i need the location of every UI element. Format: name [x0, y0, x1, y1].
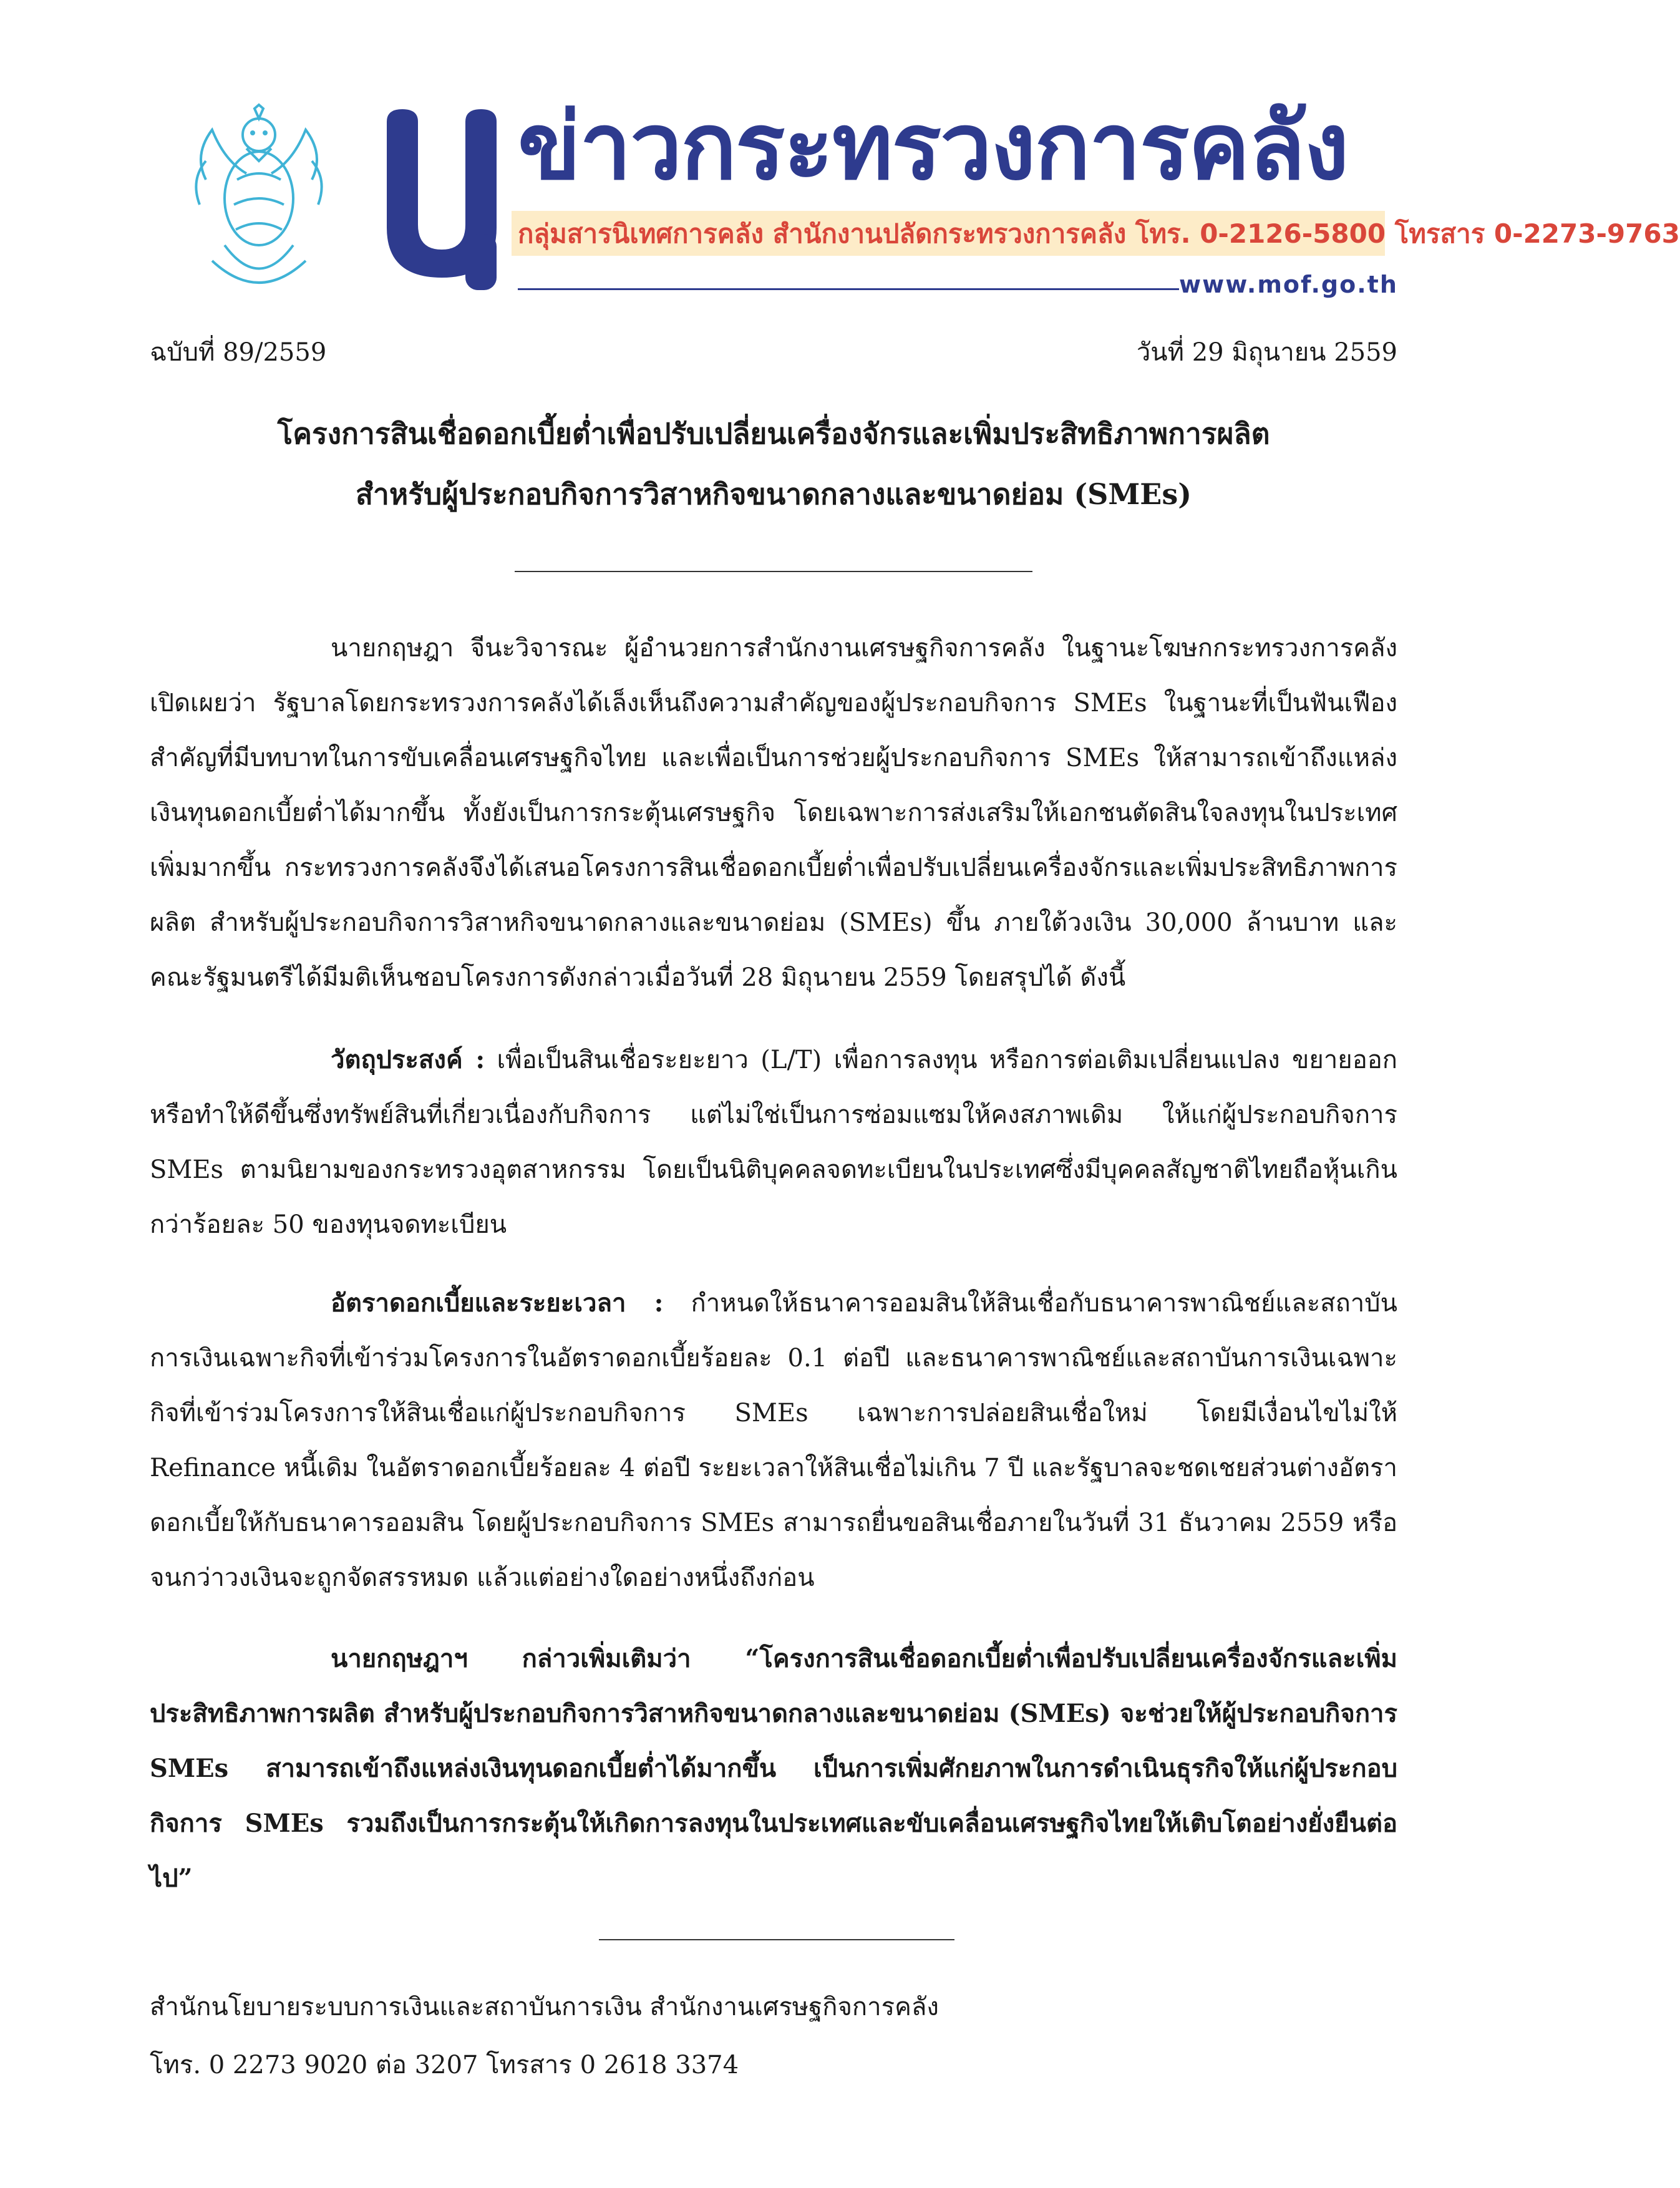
masthead-logo-icon [374, 109, 508, 290]
footer-contact: โทร. 0 2273 9020 ต่อ 3207 โทรสาร 0 2618 3374 [150, 2051, 739, 2079]
website-link[interactable]: www.mof.go.th [1179, 271, 1398, 298]
paragraph-quote: นายกฤษฎาฯ กล่าวเพิ่มเติมว่า “โครงการสินเชื่อดอกเบี้ยต่ำเพื่อปรับเปลี่ยนเครื่องจักรและเพิ่มประสิทธิภาพการผลิต สำหรับผู้ประกอบกิจการวิสาหกิจขนาดกลางและขนาดย่อม (SMEs) จะช่วยให้ผู้ประกอบกิจการ SMEs สามารถเข้าถึงแหล่งเงินทุนดอกเบี้ยต่ำได้มากขึ้น เป็นการเพิ่มศักยภาพในการดำเนินธุรกิจให้แก่ผู้ประกอบกิจการ SMEs รวมถึงเป็นการกระตุ้นให้เกิดการลงทุนในประเทศและขับเคลื่อนเศรษฐกิจไทยให้เติบโตอย่างยั่งยืนต่อไป” [150, 1644, 1397, 1893]
footer-office: สำนักนโยบายระบบการเงินและสถาบันการเงิน สำนักงานเศรษฐกิจการคลัง [150, 1993, 939, 2021]
paragraph-intro: นายกฤษฎา จีนะวิจารณะ ผู้อำนวยการสำนักงานเศรษฐกิจการคลัง ในฐานะโฆษกกระทรวงการคลัง เปิดเผยว่า รัฐบาลโดยกระทรวงการคลังได้เล็งเห็นถึงความสำคัญของผู้ประกอบกิจการ SMEs ในฐานะที่เป็นฟันเฟืองสำคัญที่มีบทบาทในการขับเคลื่อนเศรษฐกิจไทย และเพื่อเป็นการช่วยผู้ประกอบกิจการ SMEs ให้สามารถเข้าถึงแหล่งเงินทุนดอกเบี้ยต่ำได้มากขึ้น ทั้งยังเป็นการกระตุ้นเศรษฐกิจ โดยเฉพาะการส่งเสริมให้เอกชนตัดสินใจลงทุนในประเทศเพิ่มมากขึ้น กระทรวงการคลังจึงได้เสนอโครงการสินเชื่อดอกเบี้ยต่ำเพื่อปรับเปลี่ยนเครื่องจักรและเพิ่มประสิทธิภาพการผลิต สำหรับผู้ประกอบกิจการวิสาหกิจขนาดกลางและขนาดย่อม (SMEs) ขึ้น ภายใต้วงเงิน 30,000 ล้านบาท และคณะรัฐมนตรีได้มีมติเห็นชอบโครงการดังกล่าวเมื่อวันที่ 28 มิถุนายน 2559 โดยสรุปได้ ดังนี้ [150, 634, 1397, 992]
garuda-emblem-icon [187, 105, 331, 292]
objective-text: เพื่อเป็นสินเชื่อระยะยาว (L/T) เพื่อการลงทุน หรือการต่อเติมเปลี่ยนแปลง ขยายออก หรือทำให้ดีขึ้นซึ่งทรัพย์สินที่เกี่ยวเนื่องกับกิจการ แต่ไม่ใช่เป็นการซ่อมแซมให้คงสภาพเดิม ให้แก่ผู้ประกอบกิจการ SMEs ตามนิยามของกระทรวงอุตสาหกรรม โดยเป็นนิติบุคคลจดทะเบียนในประเทศซึ่งมีบุคคลสัญชาติไทยถือหุ้นเกินกว่าร้อยละ 50 ของทุนจดทะเบียน [150, 1046, 1398, 1239]
page-title-line-2: สำหรับผู้ประกอบกิจการวิสาหกิจขนาดกลางและขนาดย่อม (SMEs) [355, 477, 1192, 511]
issue-date: วันที่ 29 มิถุนายน 2559 [1136, 338, 1397, 367]
paragraph-objective [150, 1033, 1397, 1252]
paragraph-interest-rate [150, 1276, 1397, 1605]
issue-number: ฉบับที่ 89/2559 [150, 338, 327, 367]
page-title-line-1: โครงการสินเชื่อดอกเบี้ยต่ำเพื่อปรับเปลี่ยนเครื่องจักรและเพิ่มประสิทธิภาพการผลิต [277, 417, 1270, 450]
interest-rate-label: อัตราดอกเบี้ยและระยะเวลา : [331, 1288, 664, 1318]
masthead-rule [518, 288, 1179, 290]
masthead-contact: กลุ่มสารนิเทศการคลัง สำนักงานปลัดกระทรวงการคลัง โทร. 0-2126-5800 โทรสาร 0-2273-9763 [518, 218, 1680, 249]
end-divider [599, 1939, 954, 1940]
objective-label: วัตถุประสงค์ : [331, 1045, 485, 1074]
masthead-title: ข่าวกระทรวงการคลัง [518, 93, 1348, 200]
title-divider [515, 571, 1032, 572]
interest-rate-text: กำหนดให้ธนาคารออมสินให้สินเชื่อกับธนาคารพาณิชย์และสถาบันการเงินเฉพาะกิจที่เข้าร่วมโครงการในอัตราดอกเบี้ยร้อยละ 0.1 ต่อปี และธนาคารพาณิชย์และสถาบันการเงินเฉพาะกิจที่เข้าร่วมโครงการให้สินเชื่อแก่ผู้ประกอบกิจการ SMEs เฉพาะการปล่อยสินเชื่อใหม่ โดยมีเงื่อนไขไม่ให้ Refinance หนี้เดิม ในอัตราดอกเบี้ยร้อยละ 4 ต่อปี ระยะเวลาให้สินเชื่อไม่เกิน 7 ปี และรัฐบาลจะชดเชยส่วนต่างอัตราดอกเบี้ยให้กับธนาคารออมสิน โดยผู้ประกอบกิจการ SMEs สามารถยื่นขอสินเชื่อภายในวันที่ 31 ธันวาคม 2559 หรือจนกว่าวงเงินจะถูกจัดสรรหมด แล้วแต่อย่างใดอย่างหนึ่งถึงก่อน [150, 1289, 1397, 1592]
